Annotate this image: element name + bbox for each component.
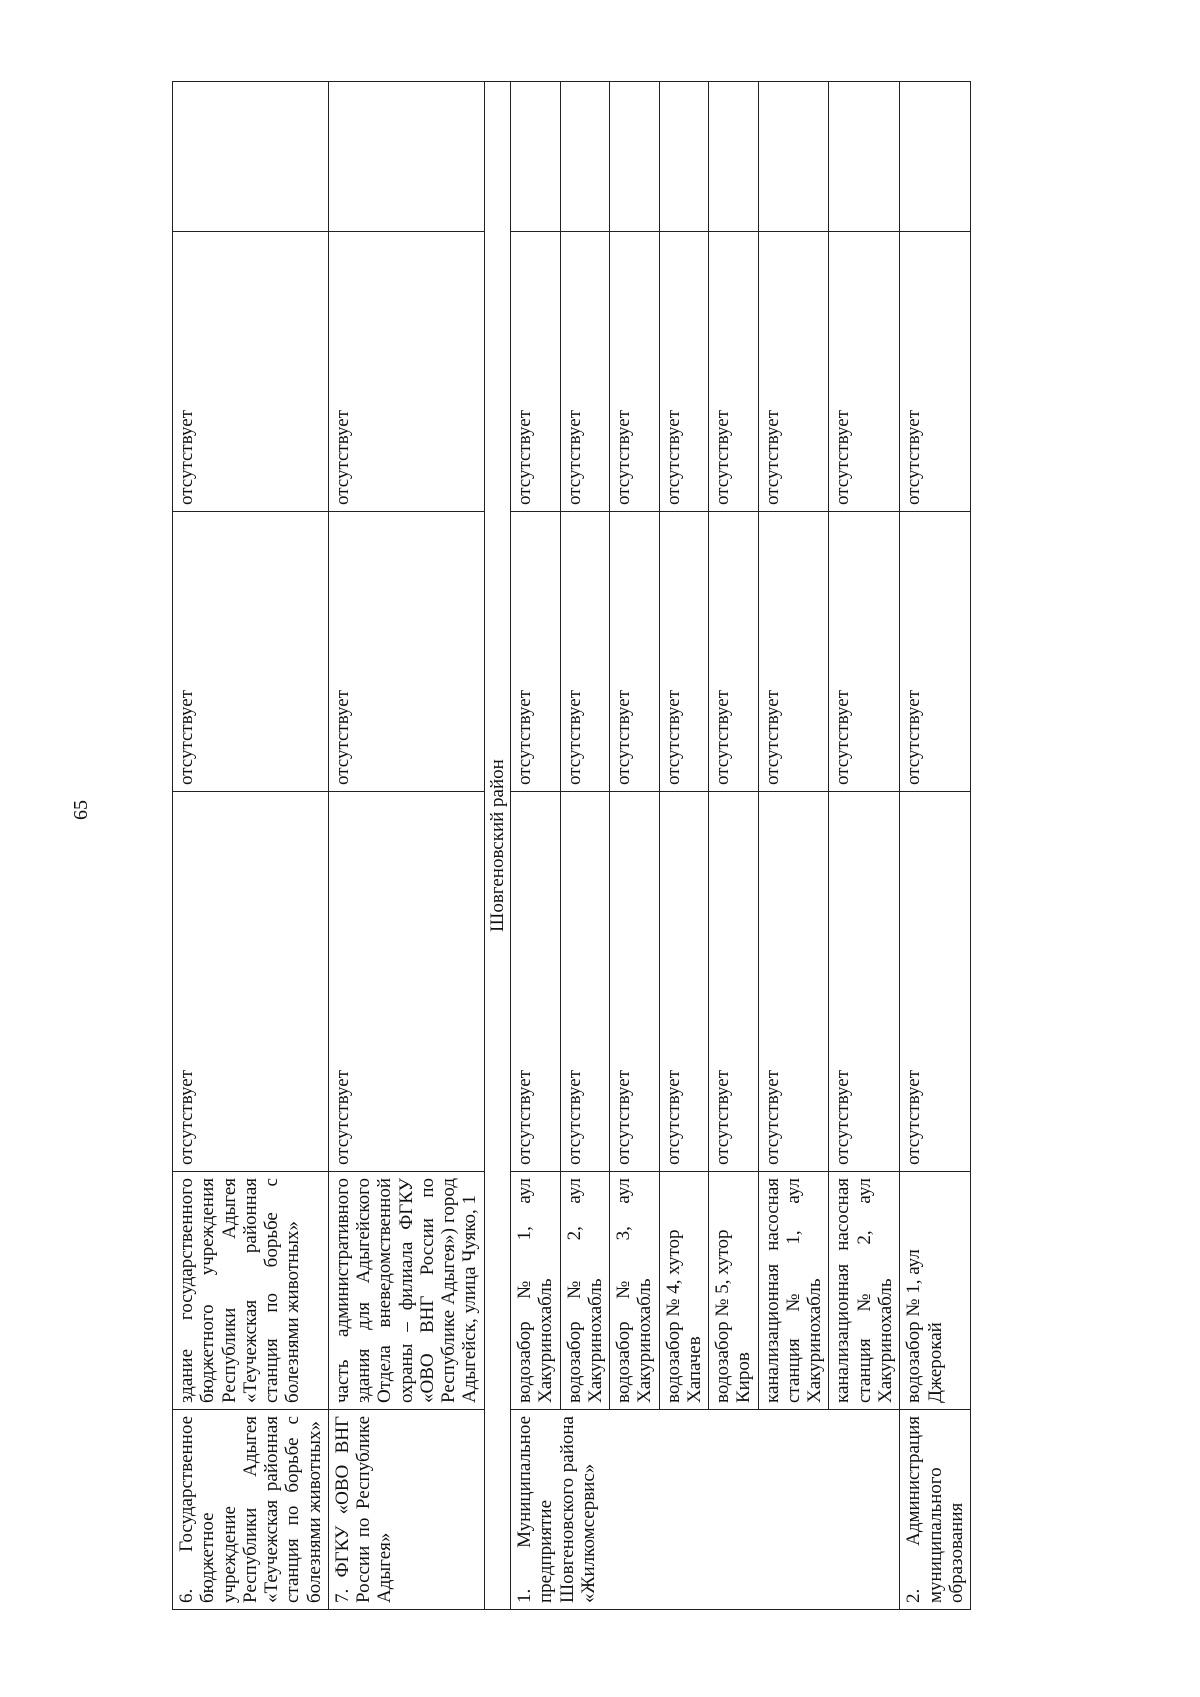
- district-row: [484, 82, 510, 1610]
- status-cell: отсутствует: [610, 232, 660, 512]
- object-cell: водозабор № 1, аул Хакуринохабль: [510, 1172, 560, 1410]
- status-cell: отсутствует: [173, 512, 329, 792]
- status-cell: отсутствует: [510, 232, 560, 512]
- object-cell: здание государственного бюджетного учреждения Республики Адыгея «Теучежская районная станция по борьбе с болезнями животных»: [173, 1172, 329, 1410]
- empty-cell: [829, 82, 900, 232]
- table-row: [829, 82, 900, 1610]
- org-cell: 2. Администрация муниципального образования: [900, 1410, 971, 1610]
- status-cell: отсутствует: [328, 232, 484, 512]
- status-cell: отсутствует: [328, 792, 484, 1172]
- status-cell: отсутствует: [709, 792, 759, 1172]
- status-cell: отсутствует: [610, 792, 660, 1172]
- org-cell: 7. ФГКУ «ОВО ВНГ России по Республике Адыгея»: [328, 1410, 484, 1610]
- status-cell: отсутствует: [560, 792, 610, 1172]
- empty-cell: [659, 82, 709, 232]
- status-cell: отсутствует: [610, 512, 660, 792]
- status-cell: отсутствует: [659, 792, 709, 1172]
- object-cell: водозабор № 2, аул Хакуринохабль: [560, 1172, 610, 1410]
- table-row: [328, 82, 484, 1610]
- status-cell: отсутствует: [758, 792, 829, 1172]
- empty-cell: [610, 82, 660, 232]
- object-cell: водозабор № 3, аул Хакуринохабль: [610, 1172, 660, 1410]
- empty-cell: [510, 82, 560, 232]
- status-cell: отсутствует: [560, 512, 610, 792]
- status-cell: отсутствует: [659, 232, 709, 512]
- status-cell: отсутствует: [758, 232, 829, 512]
- object-cell: канализационная насосная станция № 2, аул Хакуринохабль: [829, 1172, 900, 1410]
- org-cell: 1. Муниципальное предприятие Шовгеновского района «Жилкомсервис»: [510, 1410, 899, 1610]
- rotated-table-wrapper: [172, 82, 1082, 1610]
- object-cell: часть административного здания для Адыгейского Отдела вневедомственной охраны – филиала ФГКУ «ОВО ВНГ России по Республике Адыгея») город Адыгейск, улица Чуяко, 1: [328, 1172, 484, 1410]
- org-cell: 6. Государственное бюджетное учреждение Республики Адыгея «Теучежская районная станция по борьбе с болезнями животных»: [173, 1410, 329, 1610]
- empty-cell: [560, 82, 610, 232]
- table-row: [900, 82, 971, 1610]
- table-row: [173, 82, 329, 1610]
- status-cell: отсутствует: [829, 232, 900, 512]
- status-cell: отсутствует: [659, 512, 709, 792]
- object-cell: водозабор № 4, хутор Хапачев: [659, 1172, 709, 1410]
- status-cell: отсутствует: [900, 232, 971, 512]
- object-cell: водозабор № 1, аул Джерокай: [900, 1172, 971, 1410]
- empty-cell: [758, 82, 829, 232]
- table-row: [659, 82, 709, 1610]
- empty-cell: [900, 82, 971, 232]
- object-cell: канализационная насосная станция № 1, аул Хакуринохабль: [758, 1172, 829, 1410]
- table-row: [510, 82, 560, 1610]
- status-cell: отсутствует: [328, 512, 484, 792]
- status-cell: отсутствует: [758, 512, 829, 792]
- page-number: 65: [70, 800, 92, 820]
- status-cell: отсутствует: [900, 792, 971, 1172]
- data-table: [172, 81, 971, 1610]
- status-cell: отсутствует: [173, 232, 329, 512]
- table-row: [758, 82, 829, 1610]
- status-cell: отсутствует: [560, 232, 610, 512]
- status-cell: отсутствует: [900, 512, 971, 792]
- table-row: [560, 82, 610, 1610]
- status-cell: отсутствует: [173, 792, 329, 1172]
- status-cell: отсутствует: [829, 512, 900, 792]
- table-row: [610, 82, 660, 1610]
- status-cell: отсутствует: [510, 792, 560, 1172]
- status-cell: отсутствует: [510, 512, 560, 792]
- status-cell: отсутствует: [709, 232, 759, 512]
- district-heading: Шовгеновский район: [484, 82, 510, 1610]
- status-cell: отсутствует: [709, 512, 759, 792]
- status-cell: отсутствует: [829, 792, 900, 1172]
- object-cell: водозабор № 5, хутор Киров: [709, 1172, 759, 1410]
- empty-cell: [709, 82, 759, 232]
- empty-cell: [328, 82, 484, 232]
- table-row: [709, 82, 759, 1610]
- empty-cell: [173, 82, 329, 232]
